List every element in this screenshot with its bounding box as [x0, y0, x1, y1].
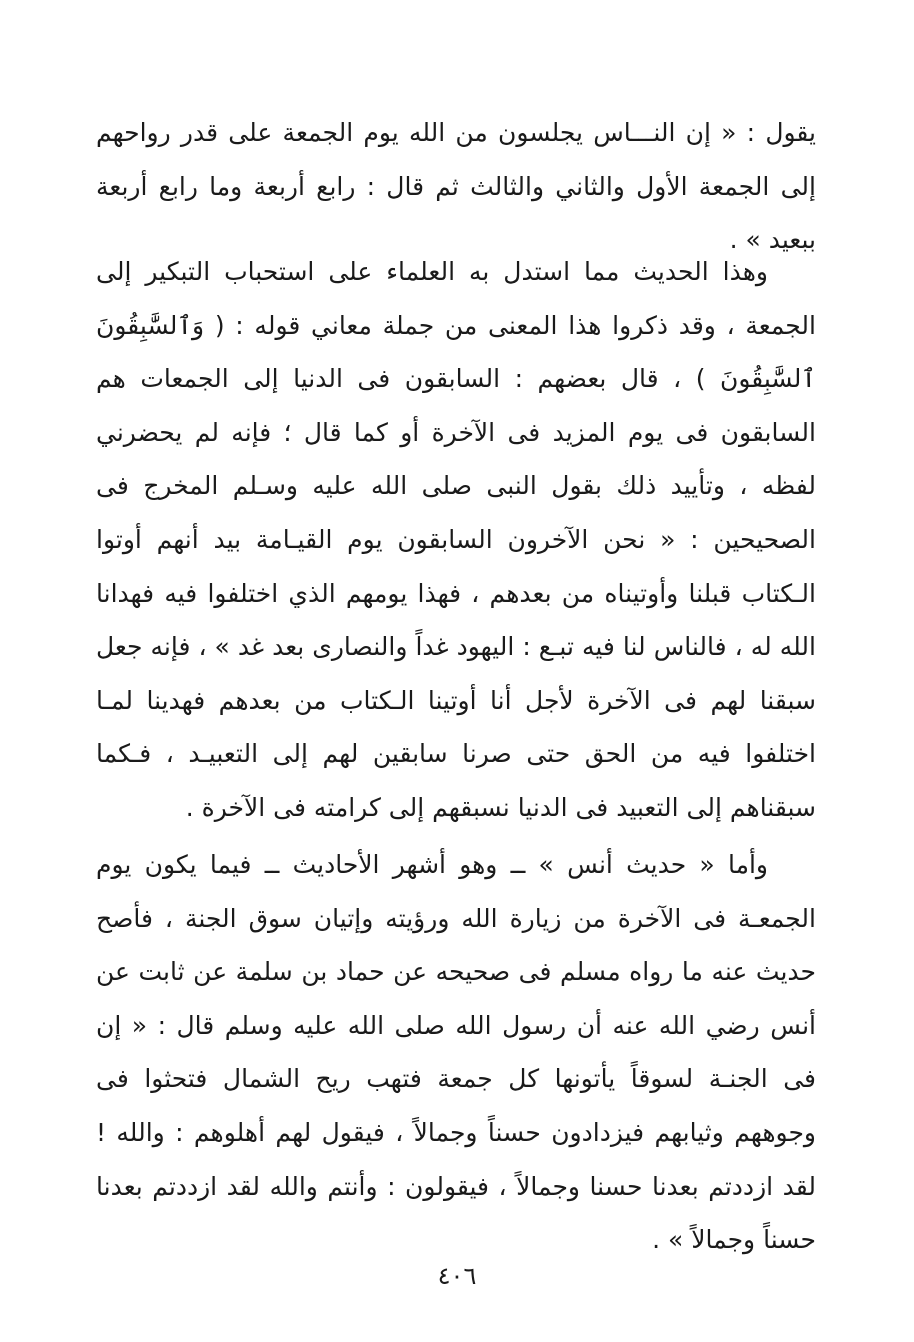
- paragraph-text: يقول : « إن النـــاس يجلسون من الله يوم الجمعة على قدر رواحهم إلى الجمعة الأول والثاني والثالث ثم قال : رابع أربعة وما رابع أربعة ببعيد » .: [96, 118, 816, 255]
- paragraph-3: [96, 838, 816, 1267]
- page-number: ٤٠٦: [437, 1262, 477, 1290]
- paragraph-text: وأما « حديث أنس » ــ وهو أشهر الأحاديث ــ فيما يكون يوم الجمعـة فى الآخرة من زيارة الله ورؤيته وإتيان سوق الجنة ، فأصح حديث عنه ما رواه مسلم فى صحيحه عن حماد بن سلمة عن ثابت عن أنس رضي الله عنه أن رسول الله صلى الله عليه وسلم قال : « إن فى الجنـة لسوقاً يأتونها كل جمعة فتهب ريح الشمال فتحثوا فى وجوههم وثيابهم فيزدادون حسناً وجمالاً ، فيقول لهم أهلوهم : والله ! لقد ازددتم بعدنا حسنا وجمالاً ، فيقولون : وأنتم والله لقد ازددتم بعدنا حسناً وجمالاً » .: [96, 850, 816, 1255]
- paragraph-1: [96, 106, 816, 267]
- paragraph-text: وهذا الحديث مما استدل به العلماء على استحباب التبكير إلى الجمعة ، وقد ذكروا هذا المعنى من جملة معاني قوله : ( وَٱلسَّٰبِقُونَ ٱلسَّٰبِقُونَ ) ، قال بعضهم : السابقون فى الدنيا إلى الجمعات هم السابقون فى يوم المزيد فى الآخرة أو كما قال ؛ فإنه لم يحضرني لفظه ، وتأييد ذلك بقول النبى صلى الله عليه وسـلم المخرج فى الصحيحين : « نحن الآخرون السابقون يوم القيـامة بيد أنهم أوتوا الـكتاب قبلنا وأوتيناه من بعدهم ، فهذا يومهم الذي اختلفوا فيه فهدانا الله له ، فالناس لنا فيه تبـع : اليهود غداً والنصارى بعد غد » ، فإنه جعل سبقنا لهم فى الآخرة لأجل أنا أوتينا الـكتاب من بعدهم فهدينا لمـا اختلفوا فيه من الحق حتى صرنا سابقين لهم إلى التعبيـد ، فـكما سبقناهم إلى التعبيد فى الدنيا نسبقهم إلى كرامته فى الآخرة .: [96, 257, 816, 822]
- paragraph-2: [96, 245, 816, 835]
